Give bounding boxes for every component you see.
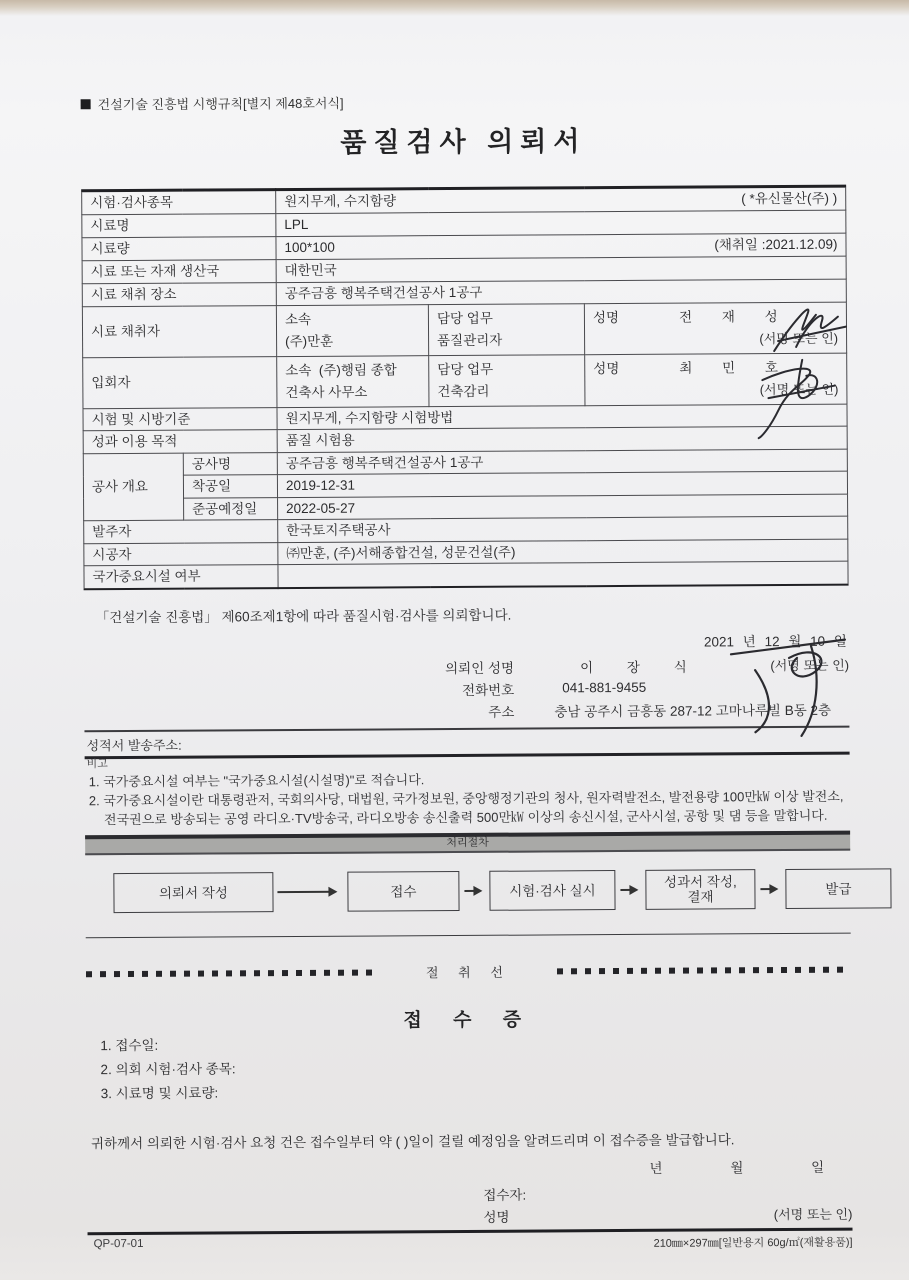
sampler-name-cell <box>584 302 846 355</box>
row-sampler-label: 시료 채취자 <box>82 305 276 357</box>
witness-duty-label: 담당 업무 <box>437 361 494 377</box>
purpose-value: 품질 시험용 <box>277 426 847 452</box>
receipt-body-text: 귀하께서 의뢰한 시험·검사 요청 건은 접수일부터 약 ( )일이 걸릴 예정임을 알려드리며 이 접수증을 발급합니다. <box>90 1132 735 1152</box>
receipt-date-blank: 년 월 일 <box>649 1160 825 1177</box>
sampler-org-label: 소속 <box>284 311 312 327</box>
requester-phone-label: 전화번호 <box>461 682 515 698</box>
flow-step-report <box>645 870 755 911</box>
flow-step-report-line2: 결재 <box>687 889 714 906</box>
row-test-items-label: 시험·검사종목 <box>82 190 276 215</box>
flow-step-request: 의뢰서 작성 <box>113 873 273 914</box>
row-contractor-label: 시공자 <box>84 542 278 566</box>
doc-number: QP-07-01 <box>93 1238 144 1251</box>
flow-step-issue: 발급 <box>785 869 891 910</box>
note-item-1: 1. 국가중요시설 여부는 "국가중요시설(시설명)"로 적습니다. <box>88 772 425 790</box>
table-row-witness <box>83 353 847 409</box>
dotted-line-right <box>557 967 851 975</box>
receipt-title: 접 수 증 <box>403 1009 535 1032</box>
cut-line-label: 절 취 선 <box>425 965 511 981</box>
row-standard-label: 시험 및 시방기준 <box>83 407 277 431</box>
receiver-label: 접수자: <box>483 1188 527 1204</box>
witness-sign-note: (서명 또는 인) <box>759 381 839 397</box>
sample-name-value: LPL <box>276 210 846 236</box>
project-end-value: 2022-05-27 <box>278 494 848 520</box>
sampler-name: 전 재 성 <box>678 308 778 325</box>
paper-spec: 210㎜×297㎜[일반용지 60g/㎡(재활용품)] <box>653 1237 853 1251</box>
report-address-label: 성적서 발송주소: <box>86 737 182 754</box>
standard-value: 원지무게, 수지함량 시험방법 <box>277 404 847 430</box>
row-sample-name-label: 시료명 <box>82 213 276 237</box>
receiver-name-label: 성명 <box>483 1210 510 1226</box>
sampler-duty-cell <box>428 303 584 355</box>
flow-step-report-line1: 성과서 작성, <box>663 874 737 890</box>
flow-step-receive: 접수 <box>347 871 459 912</box>
page-footer <box>88 1234 853 1255</box>
project-end-label: 준공예정일 <box>184 497 278 520</box>
table-row <box>84 561 848 589</box>
requester-phone: 041-881-9455 <box>562 680 647 696</box>
sampler-duty-label: 담당 업무 <box>436 310 493 326</box>
project-name-label: 공사명 <box>183 452 277 475</box>
row-test-items-value-cell <box>276 186 846 213</box>
sampler-duty-value: 품질관리자 <box>437 332 503 349</box>
witness-org-label: 소속 <box>285 362 312 378</box>
requester-addr-label: 주소 <box>488 704 515 720</box>
project-name-value: 공주금흥 행복주택건설공사 1공구 <box>277 449 847 475</box>
origin-value: 대한민국 <box>276 256 846 282</box>
witness-org-line1: (주)행림 종합 <box>318 361 397 378</box>
requester-sign-note: (서명 또는 인) <box>770 658 850 674</box>
cut-line <box>86 960 851 984</box>
project-start-label: 착공일 <box>183 475 277 498</box>
dotted-line-left <box>86 969 380 977</box>
notes-title: 비고 <box>86 758 108 771</box>
requester-name-label: 의뢰인 성명 <box>445 660 515 676</box>
row-owner-label: 발주자 <box>84 520 278 544</box>
table-row-sampler <box>82 302 846 358</box>
sampler-org-cell <box>276 304 428 356</box>
note-item-2: 2. 국가중요시설이란 대통령관저, 국회의사당, 대법원, 국가정보원, 중앙행정기관의 청사, 원자력발전소, 발전용량 100만㎾ 이상 발전소, 전국권으로 방송되는 공영 라디오·TV방송국, 라디오방송 송신출력 500만㎾ 이상의 송신시설, 군사시설, 공항 및 댐 등을 말합니다. <box>88 788 844 827</box>
project-start-value: 2019-12-31 <box>277 471 847 497</box>
declaration-date: 2021 년 12 월 10 일 <box>703 633 847 650</box>
divider-line <box>86 933 851 939</box>
sampler-sign-note: (서명 또는 인) <box>759 330 839 346</box>
form-reference-line <box>81 90 846 114</box>
row-critical-label: 국가중요시설 여부 <box>84 565 278 589</box>
receiver-sign-row <box>87 1204 852 1229</box>
receipt-item-2: 2. 의회 시험·검사 종목: <box>100 1061 236 1078</box>
critical-value <box>278 561 848 588</box>
receiver-sign-note: (서명 또는 인) <box>773 1207 853 1223</box>
witness-org-line2: 건축사 사무소 <box>285 384 368 401</box>
requester-block <box>84 654 849 725</box>
row-origin-label: 시료 또는 자재 생산국 <box>82 259 276 283</box>
form-reference-text: 건설기술 진흥법 시행규칙[별지 제48호서식] <box>97 95 344 113</box>
quality-request-table <box>81 185 848 591</box>
row-witness-label: 입회자 <box>83 356 277 408</box>
row-sample-qty-label: 시료량 <box>82 236 276 260</box>
sample-qty-value: 100*100 <box>284 239 335 255</box>
row-purpose-label: 성과 이용 목적 <box>83 430 277 454</box>
form-title: 품질검사 의뢰서 <box>340 126 587 158</box>
row-sample-qty-value-cell <box>276 233 846 259</box>
witness-name-cell <box>585 353 847 406</box>
owner-value: 한국토지주택공사 <box>278 516 848 542</box>
requester-name: 이 장 식 <box>580 659 687 676</box>
witness-duty-cell <box>429 354 585 406</box>
sampler-org-value: (주)만훈 <box>285 333 334 350</box>
witness-duty-value: 건축감리 <box>437 383 490 400</box>
declaration-text: 「건설기술 진흥법」 제60조제1항에 따라 품질시험·검사를 의뢰합니다. <box>95 607 512 626</box>
sample-collect-date: (채취일 :2021.12.09) <box>714 236 838 253</box>
receipt-item-1: 1. 접수일: <box>100 1038 159 1054</box>
witness-name-label: 성명 <box>593 360 620 376</box>
process-flow <box>113 867 852 915</box>
test-items-note: ( *유신물산(주) ) <box>741 190 838 207</box>
flow-step-test: 시험·검사 실시 <box>489 870 615 911</box>
location-value: 공주금흥 행복주택건설공사 1공구 <box>276 279 846 305</box>
arrow-right-icon <box>277 891 335 893</box>
arrow-right-icon <box>464 890 480 892</box>
process-section-header: 처리절차 <box>85 831 850 856</box>
requester-address: 충남 공주시 금흥동 287-12 고마나루빌 B동 2층 <box>554 702 832 720</box>
receipt-item-3: 3. 시료명 및 시료량: <box>100 1085 219 1102</box>
witness-org-cell <box>277 355 429 407</box>
arrow-right-icon <box>620 889 636 891</box>
row-project-label: 공사 개요 <box>83 453 183 521</box>
sampler-name-label: 성명 <box>592 309 620 325</box>
arrow-right-icon <box>760 889 776 891</box>
row-location-label: 시료 채취 장소 <box>82 282 276 306</box>
test-items-value: 원지무게, 수지함량 <box>284 193 397 210</box>
contractor-value: ㈜만훈, (주)서해종합건설, 성문건설(주) <box>278 539 848 565</box>
witness-name: 최 민 호 <box>679 359 779 376</box>
square-bullet-icon <box>81 99 91 109</box>
